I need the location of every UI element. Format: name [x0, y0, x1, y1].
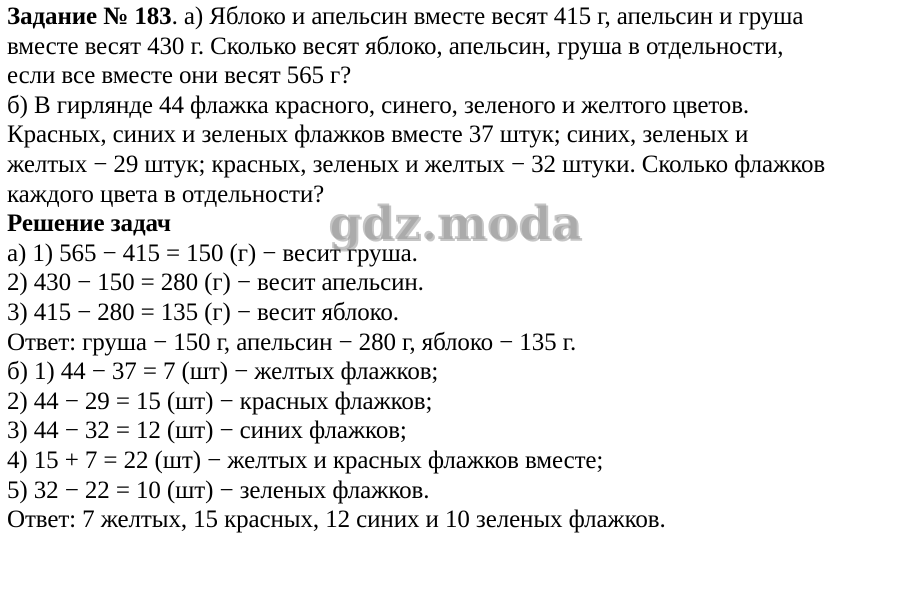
task-line-7: каждого цвета в отдельности? — [7, 180, 325, 208]
task-line-4: б) В гирлянде 44 флажка красного, синего, зеленого и желтого цветов. — [7, 91, 750, 119]
solution-line-8: 4) 15 + 7 = 22 (шт) − желтых и красных флажков вместе; — [7, 446, 604, 474]
solution-line-3: 3) 415 − 280 = 135 (г) − весит яблоко. — [7, 298, 399, 326]
task-line-1 — [7, 2, 901, 32]
watermark-logo: gdz.moda — [328, 196, 582, 251]
solution-line-1: а) 1) 565 − 415 = 150 (г) − весит груша. — [7, 239, 418, 267]
solution-line-6: 2) 44 − 29 = 15 (шт) − красных флажков; — [7, 387, 433, 415]
task-line-2: вместе весят 430 г. Сколько весят яблоко, апельсин, груша в отдельности, — [7, 32, 784, 60]
task-text-1: . а) Яблоко и апельсин вместе весят 415 г, апельсин и груша — [171, 3, 804, 30]
solution-line-5: б) 1) 44 − 37 = 7 (шт) − желтых флажков; — [7, 358, 439, 386]
answer-a: Ответ: груша − 150 г, апельсин − 280 г, яблоко − 135 г. — [7, 328, 577, 356]
task-line-3: если все вместе они весят 565 г? — [7, 62, 352, 90]
document-page — [7, 2, 901, 535]
answer-b: Ответ: 7 желтых, 15 красных, 12 синих и 10 зеленых флажков. — [7, 506, 666, 534]
task-line-6: желтых − 29 штук; красных, зеленых и желтых − 32 штуки. Сколько флажков — [7, 150, 826, 178]
task-line-5: Красных, синих и зеленых флажков вместе 37 штук; синих, зеленых и — [7, 121, 749, 149]
solution-line-2: 2) 430 − 150 = 280 (г) − весит апельсин. — [7, 269, 424, 297]
solution-heading: Решение задач — [7, 210, 171, 238]
task-title: Задание № 183 — [7, 3, 172, 30]
solution-line-9: 5) 32 − 22 = 10 (шт) − зеленых флажков. — [7, 476, 430, 504]
solution-line-7: 3) 44 − 32 = 12 (шт) − синих флажков; — [7, 417, 407, 445]
